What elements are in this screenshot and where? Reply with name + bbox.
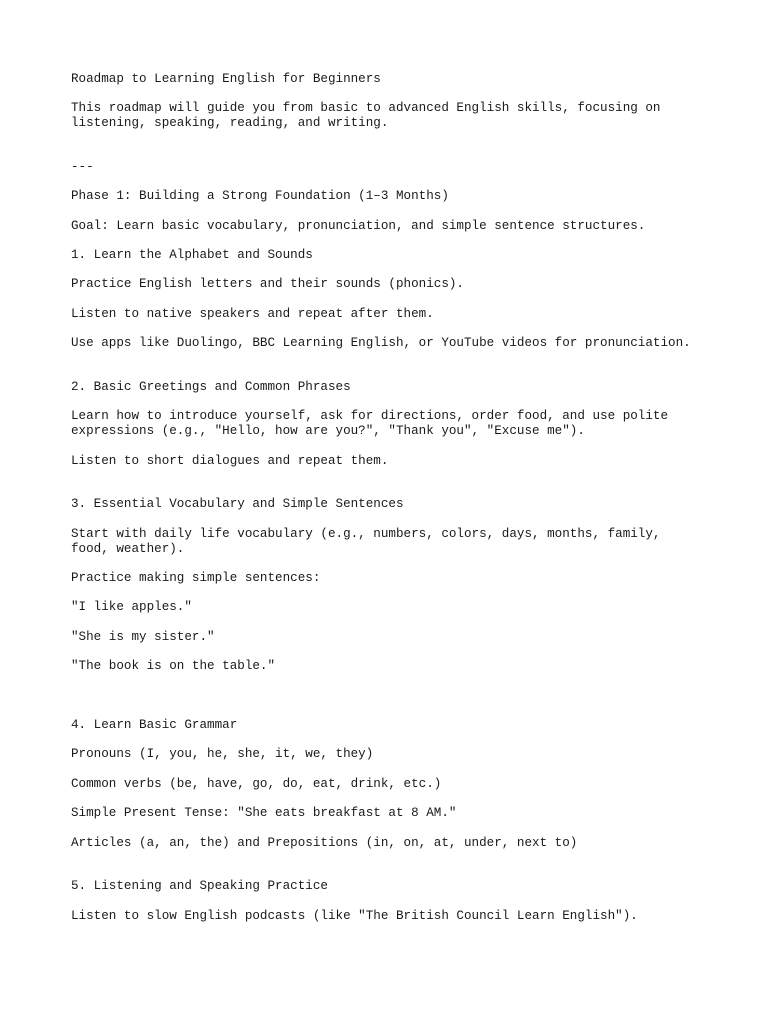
list-item: Practice English letters and their sounds (phonics). (71, 277, 464, 291)
section-heading-grammar: 4. Learn Basic Grammar (71, 718, 238, 732)
section-heading-vocabulary: 3. Essential Vocabulary and Simple Sentences (71, 497, 404, 511)
list-item-line-1: Learn how to introduce yourself, ask for directions, order food, and use polite (71, 409, 669, 423)
list-item: Listen to native speakers and repeat after them. (71, 307, 434, 321)
list-item: Use apps like Duolingo, BBC Learning English, or YouTube videos for pronunciation. (71, 336, 691, 350)
list-item: Practice making simple sentences: (71, 571, 321, 585)
list-item: Articles (a, an, the) and Prepositions (in, on, at, under, next to) (71, 836, 578, 850)
list-item: Common verbs (be, have, go, do, eat, drink, etc.) (71, 777, 442, 791)
section-heading-listening: 5. Listening and Speaking Practice (71, 879, 328, 893)
intro-line-2: listening, speaking, reading, and writing. (71, 116, 389, 130)
list-item: Listen to short dialogues and repeat them. (71, 454, 389, 468)
example-sentence: "The book is on the table." (71, 659, 276, 673)
section-heading-greetings: 2. Basic Greetings and Common Phrases (71, 380, 351, 394)
example-sentence: "I like apples." (71, 600, 192, 614)
list-item-line-2: expressions (e.g., "Hello, how are you?", "Thank you", "Excuse me"). (71, 424, 585, 438)
phase-heading: Phase 1: Building a Strong Foundation (1–3 Months) (71, 189, 449, 203)
list-item: Listen to slow English podcasts (like "The British Council Learn English"). (71, 909, 638, 923)
list-item: Simple Present Tense: "She eats breakfast at 8 AM." (71, 806, 457, 820)
list-item-line-2: food, weather). (71, 542, 185, 556)
example-sentence: "She is my sister." (71, 630, 215, 644)
intro-line-1: This roadmap will guide you from basic to advanced English skills, focusing on (71, 101, 661, 115)
section-heading-alphabet: 1. Learn the Alphabet and Sounds (71, 248, 313, 262)
phase-goal: Goal: Learn basic vocabulary, pronunciation, and simple sentence structures. (71, 219, 646, 233)
document-title: Roadmap to Learning English for Beginners (71, 72, 381, 86)
list-item: Pronouns (I, you, he, she, it, we, they) (71, 747, 374, 761)
list-item-line-1: Start with daily life vocabulary (e.g., numbers, colors, days, months, family, (71, 527, 661, 541)
separator: --- (71, 160, 94, 174)
